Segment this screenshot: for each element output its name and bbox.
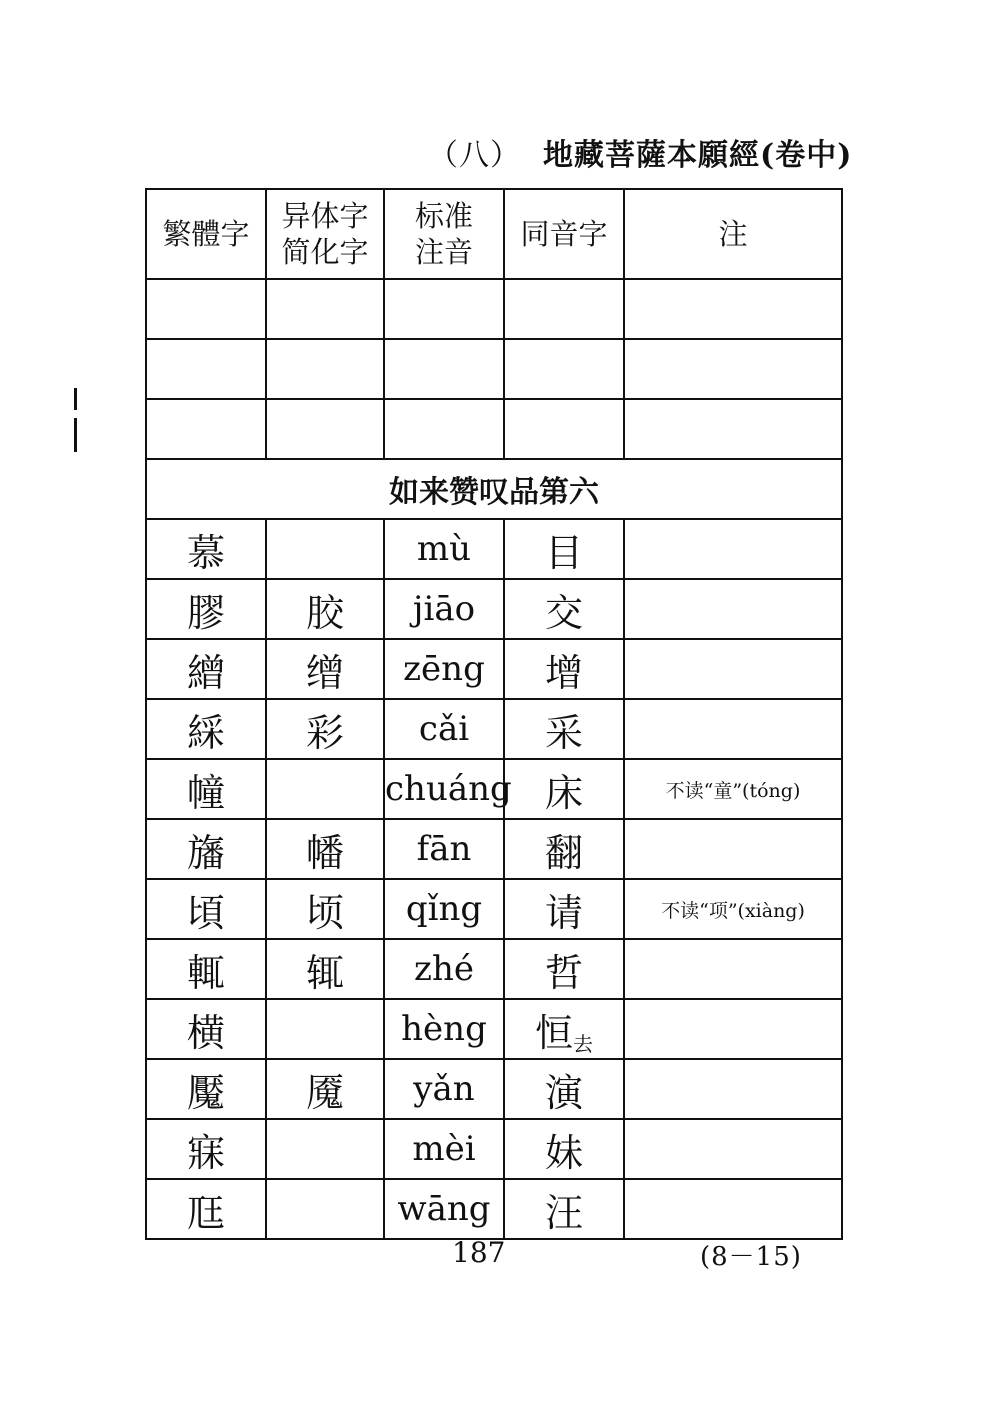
homophone-char: 目 bbox=[544, 530, 583, 575]
homophone-char: 请 bbox=[544, 890, 583, 935]
homophone-char-cell bbox=[504, 639, 624, 699]
pinyin-cell bbox=[384, 1179, 504, 1239]
note-cell bbox=[624, 579, 842, 639]
traditional-char-cell bbox=[146, 819, 266, 879]
table-row bbox=[146, 1059, 842, 1119]
traditional-char-cell bbox=[146, 579, 266, 639]
pinyin: qǐng bbox=[405, 889, 483, 929]
table-row bbox=[146, 699, 842, 759]
homophone-char-cell bbox=[504, 1179, 624, 1239]
simplified-char-cell bbox=[266, 1179, 384, 1239]
pinyin-cell bbox=[384, 579, 504, 639]
note-cell bbox=[624, 519, 842, 579]
pinyin: hèng bbox=[401, 1009, 487, 1049]
traditional-char: 幢 bbox=[186, 770, 225, 815]
traditional-char: 頃 bbox=[186, 890, 225, 935]
table-row bbox=[146, 939, 842, 999]
table-row bbox=[146, 519, 842, 579]
pinyin: mèi bbox=[412, 1129, 476, 1169]
blank-row bbox=[146, 399, 842, 459]
traditional-char: 輒 bbox=[186, 950, 225, 995]
page-header bbox=[428, 130, 853, 173]
pinyin-cell bbox=[384, 939, 504, 999]
homophone-char-cell bbox=[504, 1059, 624, 1119]
homophone-char: 床 bbox=[544, 770, 583, 815]
simplified-char: 顷 bbox=[305, 890, 344, 935]
simplified-char-cell bbox=[266, 1059, 384, 1119]
homophone-char: 哲 bbox=[544, 950, 583, 995]
note-cell bbox=[624, 639, 842, 699]
homophone-char: 增 bbox=[544, 650, 583, 695]
traditional-char-cell bbox=[146, 939, 266, 999]
traditional-char-cell bbox=[146, 1059, 266, 1119]
traditional-char-cell bbox=[146, 639, 266, 699]
traditional-char-cell bbox=[146, 999, 266, 1059]
simplified-char-cell bbox=[266, 639, 384, 699]
homophone-char-cell bbox=[504, 1119, 624, 1179]
table-row bbox=[146, 1119, 842, 1179]
sutra-title: 地藏菩薩本願經(卷中) bbox=[543, 138, 853, 173]
traditional-char: 膠 bbox=[186, 590, 225, 635]
simplified-char: 魇 bbox=[305, 1070, 344, 1115]
table-row bbox=[146, 1179, 842, 1239]
pinyin: wāng bbox=[397, 1189, 491, 1229]
traditional-char-cell bbox=[146, 1179, 266, 1239]
table-row bbox=[146, 819, 842, 879]
margin-mark bbox=[74, 388, 77, 452]
pinyin: jiāo bbox=[412, 589, 476, 629]
note-cell bbox=[624, 819, 842, 879]
pinyin-cell bbox=[384, 1059, 504, 1119]
note-cell bbox=[624, 999, 842, 1059]
pinyin: cǎi bbox=[418, 709, 470, 749]
blank-row bbox=[146, 339, 842, 399]
traditional-char: 慕 bbox=[186, 530, 225, 575]
homophone-char-cell bbox=[504, 879, 624, 939]
simplified-char: 缯 bbox=[305, 650, 344, 695]
homophone-char: 汪 bbox=[544, 1190, 583, 1235]
homophone-char-cell bbox=[504, 759, 624, 819]
simplified-char-cell bbox=[266, 519, 384, 579]
traditional-char: 旛 bbox=[186, 830, 225, 875]
section-title-row bbox=[146, 459, 842, 519]
traditional-char-cell bbox=[146, 1119, 266, 1179]
blank-row bbox=[146, 279, 842, 339]
traditional-char-cell bbox=[146, 519, 266, 579]
note-cell bbox=[624, 879, 842, 939]
homophone-char-cell bbox=[504, 519, 624, 579]
pinyin-cell bbox=[384, 1119, 504, 1179]
table-row bbox=[146, 999, 842, 1059]
pinyin-cell bbox=[384, 759, 512, 819]
col-header-pinyin: 标准 注音 bbox=[384, 189, 504, 279]
pinyin: yǎn bbox=[413, 1069, 475, 1109]
chapter-part: （八） bbox=[428, 138, 521, 173]
table-row bbox=[146, 879, 842, 939]
traditional-char: 綵 bbox=[186, 710, 225, 755]
homophone-char-cell bbox=[504, 999, 624, 1059]
traditional-char: 尫 bbox=[186, 1190, 225, 1235]
table-row bbox=[146, 579, 842, 639]
pinyin: mù bbox=[416, 529, 472, 569]
page-reference: (8－15) bbox=[700, 1242, 802, 1272]
pinyin-cell bbox=[384, 879, 504, 939]
note: 不读“童”(tóng) bbox=[665, 779, 801, 802]
homophone-char: 演 bbox=[544, 1070, 583, 1115]
simplified-char-cell bbox=[266, 1119, 384, 1179]
simplified-char: 彩 bbox=[305, 710, 344, 755]
simplified-char: 胶 bbox=[305, 590, 344, 635]
homophone-char-cell bbox=[504, 699, 624, 759]
table-row bbox=[146, 639, 842, 699]
traditional-char: 横 bbox=[186, 1010, 225, 1055]
pinyin-cell bbox=[384, 819, 504, 879]
traditional-char: 寐 bbox=[186, 1130, 225, 1175]
note-cell bbox=[624, 1119, 842, 1179]
homophone-char: 翻 bbox=[544, 830, 583, 875]
note-cell bbox=[624, 939, 842, 999]
simplified-char-cell bbox=[266, 819, 384, 879]
page-number: 187 bbox=[452, 1236, 506, 1269]
traditional-char: 繒 bbox=[186, 650, 225, 695]
note: 不读“项”(xiàng) bbox=[661, 899, 805, 922]
note-cell bbox=[624, 1059, 842, 1119]
pinyin: chuáng bbox=[385, 769, 512, 809]
note-cell bbox=[624, 699, 842, 759]
tone-mark: 去 bbox=[573, 1031, 593, 1056]
col-header-traditional: 繁體字 bbox=[146, 189, 266, 279]
vocabulary-table bbox=[145, 188, 843, 1240]
homophone-char: 妹 bbox=[544, 1130, 583, 1175]
traditional-char-cell bbox=[146, 699, 266, 759]
table-row bbox=[146, 759, 842, 819]
pinyin-cell bbox=[384, 699, 504, 759]
pinyin-cell bbox=[384, 519, 504, 579]
homophone-char: 恒 bbox=[534, 1010, 573, 1055]
simplified-char-cell bbox=[266, 579, 384, 639]
traditional-char: 魘 bbox=[186, 1070, 225, 1115]
simplified-char-cell bbox=[266, 699, 384, 759]
traditional-char-cell bbox=[146, 759, 266, 819]
simplified-char: 辄 bbox=[305, 950, 344, 995]
note-cell bbox=[624, 759, 842, 819]
homophone-char: 采 bbox=[544, 710, 583, 755]
simplified-char-cell bbox=[266, 759, 384, 819]
col-header-note: 注 bbox=[624, 189, 842, 279]
simplified-char-cell bbox=[266, 999, 384, 1059]
simplified-char-cell bbox=[266, 939, 384, 999]
pinyin: fān bbox=[416, 829, 472, 869]
note-cell bbox=[624, 1179, 842, 1239]
pinyin-cell bbox=[384, 639, 504, 699]
section-title: 如来赞叹品第六 bbox=[146, 459, 842, 519]
traditional-char-cell bbox=[146, 879, 266, 939]
col-header-variant-simplified: 异体字 简化字 bbox=[266, 189, 384, 279]
homophone-char-cell bbox=[504, 819, 624, 879]
pinyin-cell bbox=[384, 999, 504, 1059]
homophone-char-cell bbox=[504, 939, 624, 999]
homophone-char: 交 bbox=[544, 590, 583, 635]
pinyin: zēng bbox=[403, 649, 485, 689]
pinyin: zhé bbox=[414, 949, 474, 989]
table-header-row bbox=[146, 189, 842, 279]
col-header-homophone: 同音字 bbox=[504, 189, 624, 279]
simplified-char-cell bbox=[266, 879, 384, 939]
homophone-char-cell bbox=[504, 579, 624, 639]
simplified-char: 幡 bbox=[305, 830, 344, 875]
